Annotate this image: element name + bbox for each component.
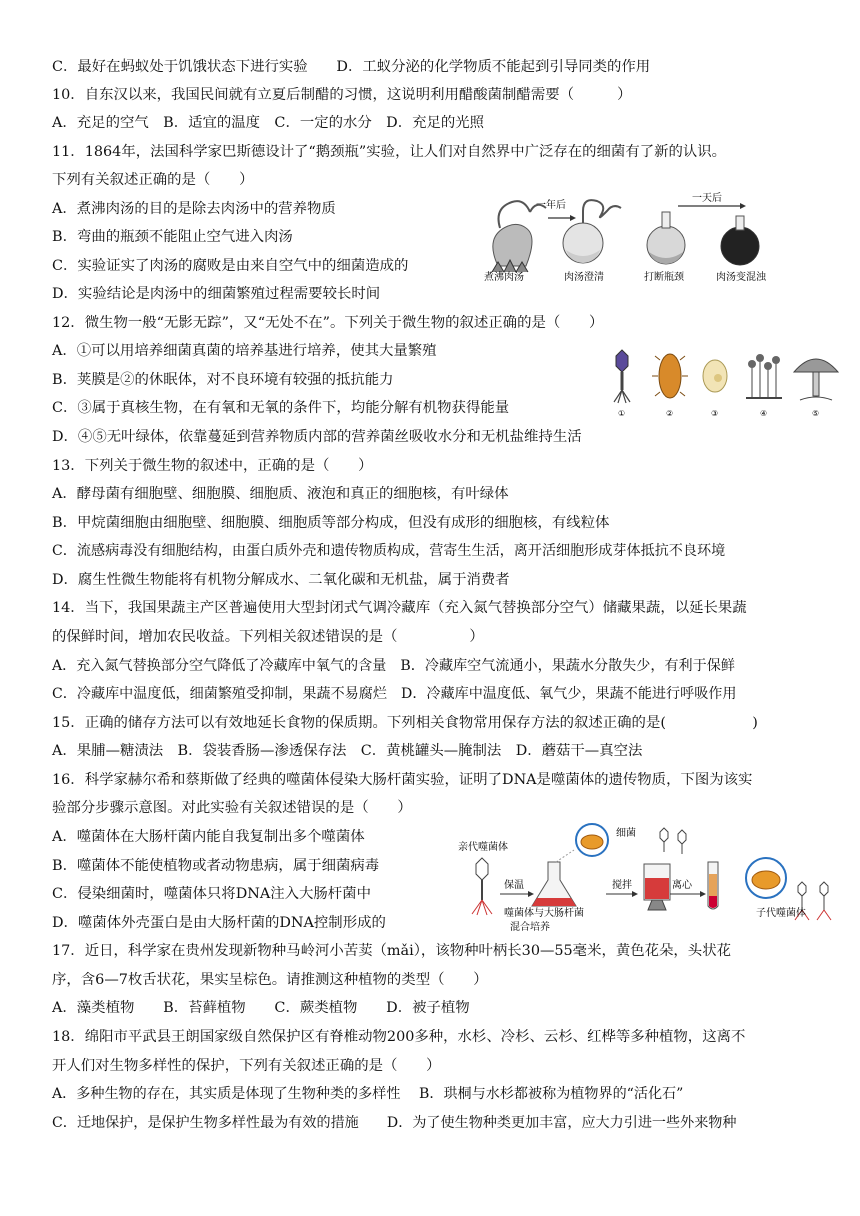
label-turbid: 肉汤变混浊 — [716, 272, 766, 283]
q14-options-cd: C．冷藏库中温度低，细菌繁殖受抑制，果蔬不易腐烂 D．冷藏库中温度低、氧气少，果蔬不能进行呼吸作用 — [52, 686, 737, 702]
yeast-cell-icon — [703, 360, 727, 392]
phage-experiment-figure — [456, 822, 842, 934]
q11-option-a: A．煮沸肉汤的目的是除去肉汤中的营养物质 — [52, 201, 336, 217]
turbid-broth-flask-icon — [721, 216, 759, 265]
microbe-label-2: ② — [666, 409, 674, 418]
q16-option-b: B．噬菌体不能使植物或者动物患病，属于细菌病毒 — [52, 858, 380, 874]
stir-label: 搅拌 — [612, 880, 632, 891]
q13-option-d: D．腐生性微生物能将有机物分解成水、二氧化碳和无机盐，属于消费者 — [52, 572, 510, 588]
microbes-figure — [600, 346, 842, 420]
q12-option-d: D．④⑤无叶绿体，依靠蔓延到营养物质内部的营养菌丝吸收水分和无机盐维持生活 — [52, 429, 582, 445]
q14-options-ab: A．充入氮气替换部分空气降低了冷藏库中氧气的含量 B．冷藏库空气流通小，果蔬水分散失少，有利于保鲜 — [52, 658, 735, 674]
q18-options-ab: A．多种生物的存在，其实质是体现了生物种类的多样性 B．珙桐与水杉都被称为植物界的“活化石” — [52, 1086, 684, 1102]
q16-option-a: A．噬菌体在大肠杆菌内能自我复制出多个噬菌体 — [52, 829, 365, 845]
arrow-1-label: 一年后 — [536, 200, 566, 211]
q13-stem: 13．下列关于微生物的叙述中，正确的是（ ） — [52, 458, 373, 474]
q18-stem-cont: 开人们对生物多样性的保护，下列有关叙述正确的是（ ） — [52, 1058, 441, 1074]
bacterium-progeny-inset-icon — [746, 858, 786, 898]
q11-stem: 11．1864年，法国科学家巴斯德设计了“鹅颈瓶”实验，让人们对自然界中广泛存在的细菌有了新的认识。 — [52, 144, 727, 160]
q11-option-d: D．实验结论是肉汤中的细菌繁殖过程需要较长时间 — [52, 286, 381, 302]
bacteriophage-icon — [614, 350, 630, 403]
label-break-neck: 打断瓶颈 — [644, 272, 684, 283]
phage-cluster-icon — [660, 828, 686, 854]
q17-options: A．藻类植物 B．苔藓植物 C．蕨类植物 D．被子植物 — [52, 1000, 470, 1016]
q9-option-c-d: C．最好在蚂蚁处于饥饿状态下进行实验 D．工蚁分泌的化学物质不能起到引导同类的作用 — [52, 59, 651, 75]
mushroom-icon — [794, 359, 838, 400]
q11-option-c: C．实验证实了肉汤的腐败是由来自空气中的细菌造成的 — [52, 258, 409, 274]
microbe-label-3: ③ — [711, 409, 719, 418]
broken-neck-flask-icon — [647, 212, 685, 264]
q16-option-d: D．噬菌体外壳蛋白是由大肠杆菌的DNA控制形成的 — [52, 915, 386, 931]
q12-stem: 12．微生物一般“无影无踪”，又“无处不在”。下列关于微生物的叙述正确的是（ ） — [52, 315, 604, 331]
centrifuge-tube-icon — [708, 862, 718, 909]
mix-label-line1: 噬菌体与大肠杆菌 — [504, 908, 584, 919]
q16-option-c: C．侵染细菌时，噬菌体只将DNA注入大肠杆菌中 — [52, 886, 371, 902]
blender-icon — [644, 864, 670, 910]
microbe-label-5: ⑤ — [812, 409, 820, 418]
conical-flask-icon — [532, 862, 576, 906]
arrow-2-label: 一天后 — [692, 193, 722, 204]
q12-option-b: B．荚膜是②的休眠体，对不良环境有较强的抵抗能力 — [52, 372, 394, 388]
q14-stem: 14．当下，我国果蔬主产区普遍使用大型封闭式气调冷藏库（充入氮气替换部分空气）储藏果蔬，以延长果蔬 — [52, 600, 747, 616]
clear-broth-flask-icon — [563, 200, 621, 263]
q10-stem: 10．自东汉以来，我国民间就有立夏后制醋的习惯，这说明利用醋酸菌制醋需要（ ） — [52, 87, 632, 103]
bacteria-label: 细菌 — [616, 828, 636, 839]
q13-option-c: C．流感病毒没有细胞结构，由蛋白质外壳和遗传物质构成，营寄生生活，离开活细胞形成芽体抵抗不良环境 — [52, 543, 726, 559]
parent-phage-label: 亲代噬菌体 — [458, 842, 508, 853]
q12-option-a: A．①可以用培养细菌真菌的培养基进行培养，使其大量繁殖 — [52, 343, 437, 359]
q13-option-a: A．酵母菌有细胞壁、细胞膜、细胞质、液泡和真正的细胞核，有叶绿体 — [52, 486, 509, 502]
boiling-flask-icon — [492, 201, 546, 272]
q11-option-b: B．弯曲的瓶颈不能阻止空气进入肉汤 — [52, 229, 293, 245]
parent-phage-icon — [472, 858, 492, 915]
q14-stem-cont: 的保鲜时间，增加农民收益。下列相关叙述错误的是（ ） — [52, 629, 484, 645]
microbe-label-4: ④ — [760, 409, 768, 418]
swan-neck-flask-figure — [478, 188, 818, 288]
bacterium-inset-icon — [576, 824, 608, 856]
centrifuge-label: 离心 — [672, 880, 692, 891]
q10-options: A．充足的空气 B．适宜的温度 C．一定的水分 D．充足的光照 — [52, 115, 485, 131]
q13-option-b: B．甲烷菌细胞由细胞壁、细胞膜、细胞质等部分构成，但没有成形的细胞核，有线粒体 — [52, 515, 610, 531]
mold-icon — [746, 354, 782, 398]
q15-options: A．果脯—糖渍法 B．袋装香肠—渗透保存法 C．黄桃罐头—腌制法 D．蘑菇干—真空法 — [52, 743, 643, 759]
incubate-label: 保温 — [504, 880, 524, 891]
q16-stem-cont: 验部分步骤示意图。对此实验有关叙述错误的是（ ） — [52, 800, 412, 816]
bacterium-icon — [652, 354, 688, 398]
q18-options-cd: C．迁地保护，是保护生物多样性最为有效的措施 D．为了使生物种类更加丰富，应大力引进一些外来物种 — [52, 1115, 737, 1131]
q16-stem: 16．科学家赫尔希和蔡斯做了经典的噬菌体侵染大肠杆菌实验，证明了DNA是噬菌体的遗传物质，下图为该实 — [52, 772, 753, 788]
q11-stem-cont: 下列有关叙述正确的是（ ） — [52, 172, 254, 188]
q18-stem: 18．绵阳市平武县王朗国家级自然保护区有脊椎动物200多种，水杉、冷杉、云杉、红桦等多种植物，这离不 — [52, 1029, 746, 1045]
label-clear: 肉汤澄清 — [564, 272, 604, 283]
q17-stem: 17．近日，科学家在贵州发现新物种马岭河小苦荬（mǎi），该物种叶柄长30—55毫米，黄色花朵，头状花 — [52, 943, 731, 959]
label-boiling: 煮沸肉汤 — [484, 272, 524, 283]
q12-option-c: C．③属于真核生物，在有氧和无氧的条件下，均能分解有机物获得能量 — [52, 400, 510, 416]
microbe-label-1: ① — [618, 409, 626, 418]
q15-stem: 15．正确的储存方法可以有效地延长食物的保质期。下列相关食物常用保存方法的叙述正确的是( ) — [52, 715, 758, 731]
child-phage-label: 子代噬菌体 — [756, 908, 806, 919]
mix-label-line2: 混合培养 — [510, 922, 550, 933]
q17-stem-cont: 序，含6—7枚舌状花，果实呈棕色。请推测这种植物的类型（ ） — [52, 972, 488, 988]
